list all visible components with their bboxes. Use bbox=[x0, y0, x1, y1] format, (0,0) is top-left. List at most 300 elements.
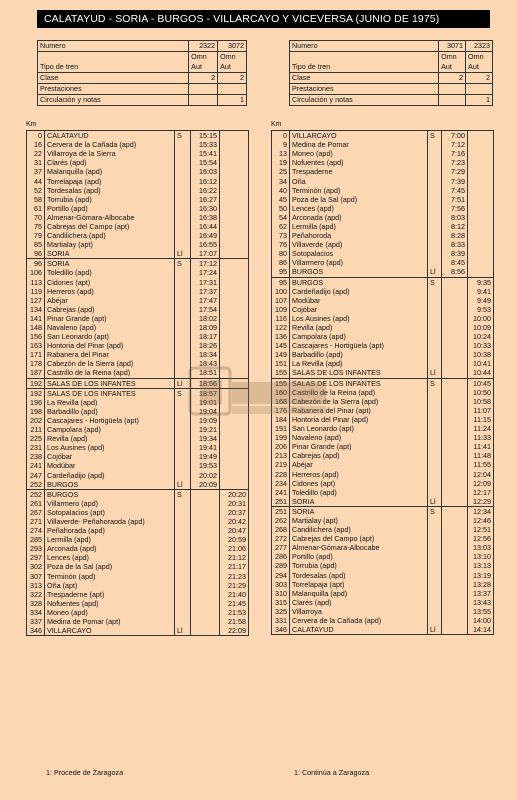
time-cell-train-2: 21:29 bbox=[220, 581, 249, 590]
time-cell-train-2 bbox=[468, 222, 494, 231]
km-cell: 337 bbox=[27, 617, 45, 626]
station-cell: Abéjar bbox=[45, 296, 175, 305]
km-cell: 107 bbox=[272, 296, 290, 305]
station-cell: Campolara (apd) bbox=[45, 425, 175, 434]
time-cell-train-2: 10:45 bbox=[468, 378, 494, 388]
arrival-departure-flag bbox=[428, 287, 442, 296]
arrival-departure-flag bbox=[428, 176, 442, 185]
time-cell-train-1 bbox=[191, 572, 220, 581]
km-cell: 122 bbox=[272, 323, 290, 332]
km-cell: 163 bbox=[27, 341, 45, 350]
time-cell-train-2: 13:55 bbox=[468, 607, 494, 616]
time-cell-train-2 bbox=[220, 131, 249, 141]
time-cell-train-1 bbox=[442, 451, 468, 460]
arrival-departure-flag bbox=[428, 488, 442, 497]
arrival-departure-flag bbox=[175, 222, 191, 231]
prestaciones-label: Prestaciones bbox=[290, 84, 439, 95]
km-cell: 252 bbox=[27, 480, 45, 490]
train-note bbox=[189, 95, 218, 106]
time-cell-train-1 bbox=[442, 625, 468, 635]
km-cell: 73 bbox=[272, 231, 290, 240]
time-cell-train-1 bbox=[442, 469, 468, 478]
arrival-departure-flag bbox=[175, 398, 191, 407]
station-cell: SORIA bbox=[290, 506, 428, 516]
time-cell-train-2: 10:33 bbox=[468, 341, 494, 350]
time-cell-train-1 bbox=[442, 516, 468, 525]
station-cell: Navaleno (apd) bbox=[45, 323, 175, 332]
station-cell: Villarmero (apd) bbox=[290, 258, 428, 267]
km-cell: 334 bbox=[27, 608, 45, 617]
km-cell: 294 bbox=[272, 571, 290, 580]
time-cell-train-2: 10:00 bbox=[468, 314, 494, 323]
km-cell: 119 bbox=[27, 287, 45, 296]
arrival-departure-flag bbox=[428, 406, 442, 415]
time-cell-train-1 bbox=[442, 277, 468, 287]
time-cell-train-2: 10:38 bbox=[468, 350, 494, 359]
arrival-departure-flag bbox=[428, 341, 442, 350]
arrival-departure-flag bbox=[175, 204, 191, 213]
arrival-departure-flag bbox=[428, 231, 442, 240]
time-cell-train-1 bbox=[191, 535, 220, 544]
km-cell: 213 bbox=[272, 451, 290, 460]
time-cell-train-1 bbox=[442, 479, 468, 488]
timetable-row bbox=[27, 287, 249, 296]
arrival-departure-flag bbox=[175, 526, 191, 535]
time-cell-train-1: 7:51 bbox=[442, 195, 468, 204]
km-cell: 325 bbox=[272, 607, 290, 616]
time-cell-train-1 bbox=[442, 406, 468, 415]
timetable-row bbox=[272, 625, 494, 635]
time-cell-train-1: 15:54 bbox=[191, 158, 220, 167]
circulacion-label: Circulación y notas bbox=[38, 95, 189, 106]
time-cell-train-1 bbox=[442, 359, 468, 368]
arrival-departure-flag bbox=[175, 590, 191, 599]
timetable-row bbox=[272, 388, 494, 397]
arrival-departure-flag bbox=[428, 525, 442, 534]
left-footnote: 1: Procede de Zaragoza bbox=[46, 768, 124, 777]
timetable-row bbox=[27, 368, 249, 378]
arrival-departure-flag: S bbox=[428, 506, 442, 516]
arrival-departure-flag bbox=[175, 167, 191, 176]
time-cell-train-1: 18:26 bbox=[191, 341, 220, 350]
station-cell: Portillo (apd) bbox=[45, 204, 175, 213]
timetable-row bbox=[27, 204, 249, 213]
km-cell: 184 bbox=[272, 415, 290, 424]
km-cell: 9 bbox=[272, 140, 290, 149]
arrival-departure-flag bbox=[175, 544, 191, 553]
time-cell-train-2 bbox=[468, 231, 494, 240]
timetable-row bbox=[27, 572, 249, 581]
timetable-row bbox=[27, 167, 249, 176]
km-cell: 331 bbox=[272, 616, 290, 625]
time-cell-train-1: 17:07 bbox=[191, 249, 220, 259]
station-cell: Villarroya bbox=[290, 607, 428, 616]
time-cell-train-2 bbox=[468, 131, 494, 141]
arrival-departure-flag bbox=[175, 195, 191, 204]
time-cell-train-2: 12:17 bbox=[468, 488, 494, 497]
station-cell: Villarmero (apd) bbox=[45, 499, 175, 508]
time-cell-train-2: 12:34 bbox=[468, 506, 494, 516]
time-cell-train-2 bbox=[220, 461, 249, 470]
station-cell: Cidones (apt) bbox=[45, 278, 175, 287]
timetable-row bbox=[272, 424, 494, 433]
time-cell-train-2: 13:43 bbox=[468, 598, 494, 607]
timetable-row bbox=[27, 268, 249, 277]
time-cell-train-1 bbox=[442, 314, 468, 323]
train-number: 2322 bbox=[189, 41, 218, 52]
arrival-departure-flag bbox=[175, 305, 191, 314]
arrival-departure-flag bbox=[428, 424, 442, 433]
arrival-departure-flag bbox=[428, 561, 442, 570]
time-cell-train-1 bbox=[442, 323, 468, 332]
time-cell-train-1 bbox=[442, 433, 468, 442]
station-cell: Lences (apd) bbox=[290, 204, 428, 213]
km-cell: 225 bbox=[27, 434, 45, 443]
station-cell: Cabrejas (apd) bbox=[290, 451, 428, 460]
time-cell-train-2: 21:40 bbox=[220, 590, 249, 599]
station-cell: SORIA bbox=[290, 497, 428, 507]
km-cell: 234 bbox=[272, 479, 290, 488]
timetable-row bbox=[27, 416, 249, 425]
timetable-row bbox=[272, 534, 494, 543]
timetable-row bbox=[27, 590, 249, 599]
timetable-row bbox=[27, 480, 249, 490]
time-cell-train-1: 19:41 bbox=[191, 443, 220, 452]
time-cell-train-2: 11:15 bbox=[468, 415, 494, 424]
km-cell: 50 bbox=[272, 204, 290, 213]
km-cell: 272 bbox=[272, 534, 290, 543]
arrival-departure-flag: Ll bbox=[428, 497, 442, 507]
km-cell: 168 bbox=[272, 397, 290, 406]
station-cell: Torrubia (apd) bbox=[290, 561, 428, 570]
station-cell: Oña bbox=[290, 176, 428, 185]
time-cell-train-2: 12:04 bbox=[468, 469, 494, 478]
km-cell: 54 bbox=[272, 213, 290, 222]
km-cell: 136 bbox=[272, 332, 290, 341]
time-cell-train-1: 18:43 bbox=[191, 359, 220, 368]
time-cell-train-2 bbox=[220, 287, 249, 296]
arrival-departure-flag bbox=[175, 443, 191, 452]
arrival-departure-flag bbox=[428, 323, 442, 332]
km-cell: 261 bbox=[27, 499, 45, 508]
station-cell: Castrillo de la Reina (apd) bbox=[45, 368, 175, 378]
time-cell-train-1: 15:41 bbox=[191, 149, 220, 158]
time-cell-train-2 bbox=[220, 231, 249, 240]
arrival-departure-flag bbox=[428, 388, 442, 397]
station-cell: Martialay (apt) bbox=[45, 240, 175, 249]
station-cell: Campolara (apd) bbox=[290, 332, 428, 341]
station-cell: Terminón (apd) bbox=[45, 572, 175, 581]
time-cell-train-1: 19:34 bbox=[191, 434, 220, 443]
time-cell-train-2 bbox=[220, 268, 249, 277]
km-cell: 196 bbox=[27, 398, 45, 407]
timetable-row bbox=[27, 499, 249, 508]
arrival-departure-flag: Ll bbox=[175, 378, 191, 388]
station-cell: SORIA bbox=[45, 249, 175, 259]
time-cell-train-1 bbox=[191, 562, 220, 571]
timetable-row bbox=[27, 332, 249, 341]
timetable-row bbox=[27, 626, 249, 636]
km-cell: 52 bbox=[27, 186, 45, 195]
time-cell-train-1 bbox=[442, 378, 468, 388]
time-cell-train-1: 7:00 bbox=[442, 131, 468, 141]
station-cell: Arconada (apd) bbox=[45, 544, 175, 553]
timetable-row bbox=[27, 378, 249, 388]
time-cell-train-2 bbox=[220, 158, 249, 167]
time-cell-train-2: 21:17 bbox=[220, 562, 249, 571]
arrival-departure-flag bbox=[175, 186, 191, 195]
timetable-row bbox=[272, 607, 494, 616]
time-cell-train-2 bbox=[220, 416, 249, 425]
time-cell-train-2: 11:41 bbox=[468, 442, 494, 451]
station-cell: Cabrejas del Campo (apt) bbox=[290, 534, 428, 543]
km-cell: 285 bbox=[27, 535, 45, 544]
km-cell: 268 bbox=[272, 525, 290, 534]
station-cell: Tordesalas (apd) bbox=[45, 186, 175, 195]
arrival-departure-flag bbox=[175, 452, 191, 461]
numero-label: Numero bbox=[290, 41, 439, 52]
station-cell: Cojóbar bbox=[45, 452, 175, 461]
arrival-departure-flag: Ll bbox=[175, 480, 191, 490]
station-cell: Lermilla (apd) bbox=[290, 222, 428, 231]
timetable-row bbox=[27, 443, 249, 452]
time-cell-train-2 bbox=[468, 258, 494, 267]
timetable-row bbox=[272, 589, 494, 598]
timetable-row bbox=[272, 267, 494, 277]
time-cell-train-1 bbox=[442, 607, 468, 616]
arrival-departure-flag: S bbox=[175, 259, 191, 269]
station-cell: Arconada (apd) bbox=[290, 213, 428, 222]
time-cell-train-1 bbox=[442, 397, 468, 406]
arrival-departure-flag bbox=[428, 516, 442, 525]
time-cell-train-1 bbox=[442, 350, 468, 359]
left-header-table bbox=[37, 40, 247, 106]
km-cell: 16 bbox=[27, 140, 45, 149]
km-cell: 322 bbox=[27, 590, 45, 599]
km-cell: 297 bbox=[27, 553, 45, 562]
timetable-row bbox=[272, 332, 494, 341]
arrival-departure-flag bbox=[175, 581, 191, 590]
timetable-row bbox=[272, 479, 494, 488]
station-cell: Trespaderne (apt) bbox=[45, 590, 175, 599]
time-cell-train-2: 20:37 bbox=[220, 508, 249, 517]
station-cell: Moneo (apd) bbox=[290, 149, 428, 158]
arrival-departure-flag bbox=[175, 268, 191, 277]
time-cell-train-1 bbox=[191, 608, 220, 617]
station-cell: SORIA bbox=[45, 259, 175, 269]
timetable-row bbox=[272, 249, 494, 258]
time-cell-train-1: 17:54 bbox=[191, 305, 220, 314]
station-cell: Sotopalacios (apt) bbox=[45, 508, 175, 517]
station-cell: Poza de la Sal (apd) bbox=[290, 195, 428, 204]
time-cell-train-2: 11:55 bbox=[468, 460, 494, 469]
arrival-departure-flag bbox=[175, 407, 191, 416]
arrival-departure-flag bbox=[428, 598, 442, 607]
time-cell-train-1 bbox=[442, 543, 468, 552]
timetable-row bbox=[27, 452, 249, 461]
time-cell-train-1: 8:56 bbox=[442, 267, 468, 277]
station-cell: Castrillo de la Reina (apd) bbox=[290, 388, 428, 397]
timetable-row bbox=[272, 167, 494, 176]
time-cell-train-1: 16:49 bbox=[191, 231, 220, 240]
time-cell-train-1 bbox=[442, 561, 468, 570]
station-cell: Villaverde (apd) bbox=[290, 240, 428, 249]
arrival-departure-flag bbox=[428, 534, 442, 543]
km-cell: 307 bbox=[27, 572, 45, 581]
km-cell: 45 bbox=[272, 195, 290, 204]
station-cell: Rabanera del Pinar (apt) bbox=[290, 406, 428, 415]
arrival-departure-flag bbox=[175, 359, 191, 368]
km-cell: 148 bbox=[27, 323, 45, 332]
train-class: 2 bbox=[189, 73, 218, 84]
clase-label: Clase bbox=[38, 73, 189, 84]
station-cell: CALATAYUD bbox=[290, 625, 428, 635]
arrival-departure-flag: Ll bbox=[175, 626, 191, 636]
station-cell: Rabanera del Pinar bbox=[45, 350, 175, 359]
station-cell: Barbadillo (apd) bbox=[45, 407, 175, 416]
timetable-row bbox=[272, 186, 494, 195]
time-cell-train-1: 17:12 bbox=[191, 259, 220, 269]
time-cell-train-2 bbox=[468, 195, 494, 204]
arrival-departure-flag bbox=[175, 149, 191, 158]
time-cell-train-1: 16:27 bbox=[191, 195, 220, 204]
arrival-departure-flag: S bbox=[428, 131, 442, 141]
km-cell: 241 bbox=[27, 461, 45, 470]
km-cell: 262 bbox=[272, 516, 290, 525]
time-cell-train-2: 11:48 bbox=[468, 451, 494, 460]
timetable-row bbox=[272, 378, 494, 388]
time-cell-train-2: 11:24 bbox=[468, 424, 494, 433]
km-cell: 127 bbox=[27, 296, 45, 305]
circulacion-label: Circulación y notas bbox=[290, 95, 439, 106]
station-cell: Cascajares - Hortigüela (apt) bbox=[45, 416, 175, 425]
arrival-departure-flag bbox=[175, 425, 191, 434]
station-cell: Cervera de la Cañada (apd) bbox=[45, 140, 175, 149]
km-cell: 40 bbox=[272, 186, 290, 195]
km-cell: 289 bbox=[272, 561, 290, 570]
time-cell-train-2 bbox=[220, 434, 249, 443]
timetable-row bbox=[272, 350, 494, 359]
right-timetable bbox=[271, 130, 494, 635]
station-cell: SALAS DE LOS INFANTES bbox=[290, 368, 428, 378]
time-cell-train-1 bbox=[442, 296, 468, 305]
km-cell: 75 bbox=[27, 222, 45, 231]
time-cell-train-1: 8:28 bbox=[442, 231, 468, 240]
timetable-row bbox=[27, 398, 249, 407]
station-cell: Cervera de la Cañada (apd) bbox=[290, 616, 428, 625]
station-cell: Nofuentes (apd) bbox=[45, 599, 175, 608]
timetable-row bbox=[27, 278, 249, 287]
train-number: 3071 bbox=[439, 41, 466, 52]
station-cell: Cascajares - Hortigüela (apt) bbox=[290, 341, 428, 350]
station-cell: Peñahorada (apd) bbox=[45, 526, 175, 535]
timetable-row bbox=[27, 581, 249, 590]
time-cell-train-2: 9:35 bbox=[468, 277, 494, 287]
time-cell-train-1: 18:34 bbox=[191, 350, 220, 359]
time-cell-train-1: 7:56 bbox=[442, 204, 468, 213]
arrival-departure-flag bbox=[175, 278, 191, 287]
km-cell: 116 bbox=[272, 314, 290, 323]
km-cell: 199 bbox=[272, 433, 290, 442]
arrival-departure-flag: Ll bbox=[175, 249, 191, 259]
arrival-departure-flag bbox=[175, 461, 191, 470]
station-cell: La Revilla (apd) bbox=[45, 398, 175, 407]
time-cell-train-2: 21:06 bbox=[220, 544, 249, 553]
station-cell: San Leonardo (apt) bbox=[45, 332, 175, 341]
time-cell-train-1: 8:12 bbox=[442, 222, 468, 231]
arrival-departure-flag bbox=[175, 240, 191, 249]
station-cell: Lences (apd) bbox=[45, 553, 175, 562]
time-cell-train-1 bbox=[191, 544, 220, 553]
time-cell-train-1: 19:09 bbox=[191, 416, 220, 425]
time-cell-train-2: 13:37 bbox=[468, 589, 494, 598]
time-cell-train-1 bbox=[191, 526, 220, 535]
station-cell: Trespaderne bbox=[290, 167, 428, 176]
km-cell: 202 bbox=[27, 416, 45, 425]
km-cell: 271 bbox=[27, 517, 45, 526]
arrival-departure-flag bbox=[428, 332, 442, 341]
time-cell-train-1: 7:29 bbox=[442, 167, 468, 176]
timetable-row bbox=[27, 461, 249, 470]
time-cell-train-2: 22:09 bbox=[220, 626, 249, 636]
arrival-departure-flag bbox=[428, 552, 442, 561]
timetable-row bbox=[27, 259, 249, 269]
time-cell-train-1 bbox=[191, 590, 220, 599]
timetable-row bbox=[272, 451, 494, 460]
timetable-row bbox=[272, 442, 494, 451]
arrival-departure-flag bbox=[428, 240, 442, 249]
arrival-departure-flag: S bbox=[175, 489, 191, 499]
km-cell: 34 bbox=[272, 176, 290, 185]
time-cell-train-2 bbox=[468, 186, 494, 195]
km-cell: 95 bbox=[272, 277, 290, 287]
time-cell-train-2 bbox=[220, 305, 249, 314]
tipo-label: Tipo de tren bbox=[38, 52, 189, 73]
time-cell-train-2: 20:47 bbox=[220, 526, 249, 535]
timetable-row bbox=[27, 323, 249, 332]
km-cell: 155 bbox=[272, 378, 290, 388]
arrival-departure-flag: S bbox=[175, 388, 191, 398]
km-cell: 25 bbox=[272, 167, 290, 176]
arrival-departure-flag bbox=[428, 258, 442, 267]
time-cell-train-1: 17:47 bbox=[191, 296, 220, 305]
km-cell: 310 bbox=[272, 589, 290, 598]
km-cell: 61 bbox=[27, 204, 45, 213]
km-cell: 228 bbox=[272, 469, 290, 478]
arrival-departure-flag bbox=[175, 314, 191, 323]
time-cell-train-2: 12:56 bbox=[468, 534, 494, 543]
km-cell: 80 bbox=[272, 249, 290, 258]
arrival-departure-flag bbox=[428, 186, 442, 195]
time-cell-train-1: 7:23 bbox=[442, 158, 468, 167]
timetable-row bbox=[27, 608, 249, 617]
timetable-row bbox=[272, 240, 494, 249]
time-cell-train-2: 10:58 bbox=[468, 397, 494, 406]
arrival-departure-flag bbox=[428, 158, 442, 167]
time-cell-train-1: 19:04 bbox=[191, 407, 220, 416]
time-cell-train-2: 14:14 bbox=[468, 625, 494, 635]
km-column-label: Km bbox=[271, 121, 282, 128]
km-cell: 155 bbox=[272, 368, 290, 378]
time-cell-train-2: 13:03 bbox=[468, 543, 494, 552]
km-cell: 293 bbox=[27, 544, 45, 553]
station-cell: Candilichera (apd) bbox=[45, 231, 175, 240]
time-cell-train-2 bbox=[220, 359, 249, 368]
time-cell-train-1: 20:09 bbox=[191, 480, 220, 490]
time-cell-train-1: 16:03 bbox=[191, 167, 220, 176]
km-cell: 231 bbox=[27, 443, 45, 452]
km-cell: 62 bbox=[272, 222, 290, 231]
